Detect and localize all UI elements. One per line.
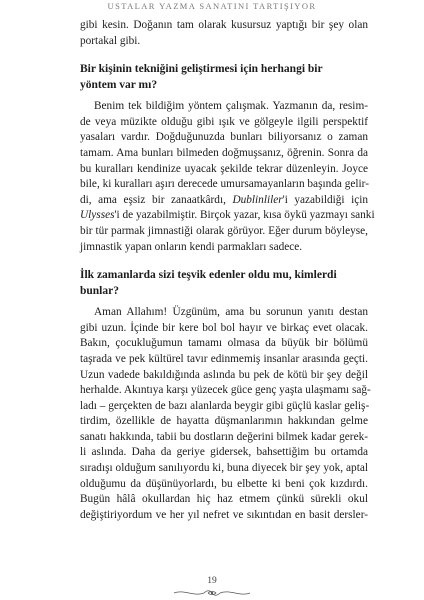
page-body <box>80 18 375 523</box>
text-line: de veya müzikte olduğu gibi ışık ve gölgeyle ilgili perspektif <box>80 115 368 128</box>
text-line: değiştiriyordum ve her yıl nefret ve sıkıntıdan en basit dersler- <box>80 508 368 521</box>
text-line: jimnastik yapan onların kendi parmakları sadece. <box>80 240 303 253</box>
text-line: li aslında. Daha da geriye gidersek, bahsettiğim bu ortamda <box>80 446 368 459</box>
text-line: portakal gibi. <box>80 34 141 47</box>
text-line: gibi uzun. İçinde bir kere bol bol hayır ve birkaç evet olacak. <box>80 321 368 334</box>
text-line: bir tür parmak jimnastiği olarak görüyor. Eğer durum böyleyse, <box>80 224 368 237</box>
text-line: Aman Allahım! Üzgünüm, ama bu sorunun yanıtı destan <box>94 306 368 319</box>
text-line: Uzun vadede bakıldığında aslında bu pek de kötü bir şey değil <box>80 368 368 381</box>
text-line: sıradışı olduğum sanılıyordu ki, buna diyecek bir şey yok, aptal <box>80 462 368 475</box>
question-line: yöntem var mı? <box>80 79 158 92</box>
text-line: ladı – gerçekten de bazı alanlarda beygir gibi güçlü kaslar geliş- <box>80 399 370 412</box>
interview-question <box>80 61 368 93</box>
running-head: USTALAR YAZMA SANATINI TARTIŞIYOR <box>107 1 317 11</box>
text-line: sanatı hakkında, tabii bu dostların değerini bilmek kadar gerek- <box>80 430 368 443</box>
text-line: Benim tek bildiğim yöntem çalışmak. Yazmanın da, resim- <box>94 100 368 113</box>
text-line: olduğumu da düşünüyorlardı, bu elbette ki beni çok kızdırdı. <box>80 477 368 490</box>
paragraph <box>80 18 368 49</box>
text-line: tirdim, özellikle de hayatta düşmanlarımın hakkından gelme <box>80 415 368 428</box>
question-line: bunlar? <box>80 285 119 298</box>
text-line: bu kuralları kendinize uyacak şekilde tekrar düzenleyin. Joyce <box>80 162 368 175</box>
text-line: Bugün hâlâ okullardan hiç haz etmem çünkü sürekli okul <box>80 493 368 506</box>
interview-question <box>80 267 368 299</box>
text-line: herhalde. Akıntıya karşı yüzecek güce genç yaşta ulaşmamı sağ- <box>80 384 371 397</box>
text-line: di, ama eşsiz bir zanaatkârdı, Dublinliler'i yazabildiği için <box>80 193 369 206</box>
text-line: tamam. Ama bunları bilmeden doğmuşsanız, öğrenin. Sonra da <box>80 146 368 159</box>
paragraph <box>80 99 375 255</box>
page-number: 19 <box>207 576 217 586</box>
text-line: taşrada ve pek kültürel tavır edinmemiş insanlar arasında geçti. <box>80 352 368 365</box>
text-line: bile, ki kuralları aşırı derecede umursamayanların başında gelir- <box>80 178 369 191</box>
paragraph <box>80 305 371 523</box>
decorative-flourish-icon <box>172 588 252 598</box>
text-line: gibi kesin. Doğanın tam olarak kusursuz yaptığı bir şey olan <box>80 19 368 31</box>
text-line: Ulysses'i de yazabilmiştir. Birçok yazar, kısa öykü yazmayı sanki <box>80 209 375 222</box>
question-line: Bir kişinin tekniğini geliştirmesi için herhangi bir <box>80 63 323 76</box>
text-line: Bakın, çocukluğumun tamamı olmasa da büyük bir bölümü <box>80 337 368 350</box>
question-line: İlk zamanlarda sizi teşvik edenler oldu mu, kimlerdi <box>80 269 337 282</box>
text-line: yasaları vardır. Doğduğunuzda bunları biliyorsanız o zaman <box>80 131 368 144</box>
